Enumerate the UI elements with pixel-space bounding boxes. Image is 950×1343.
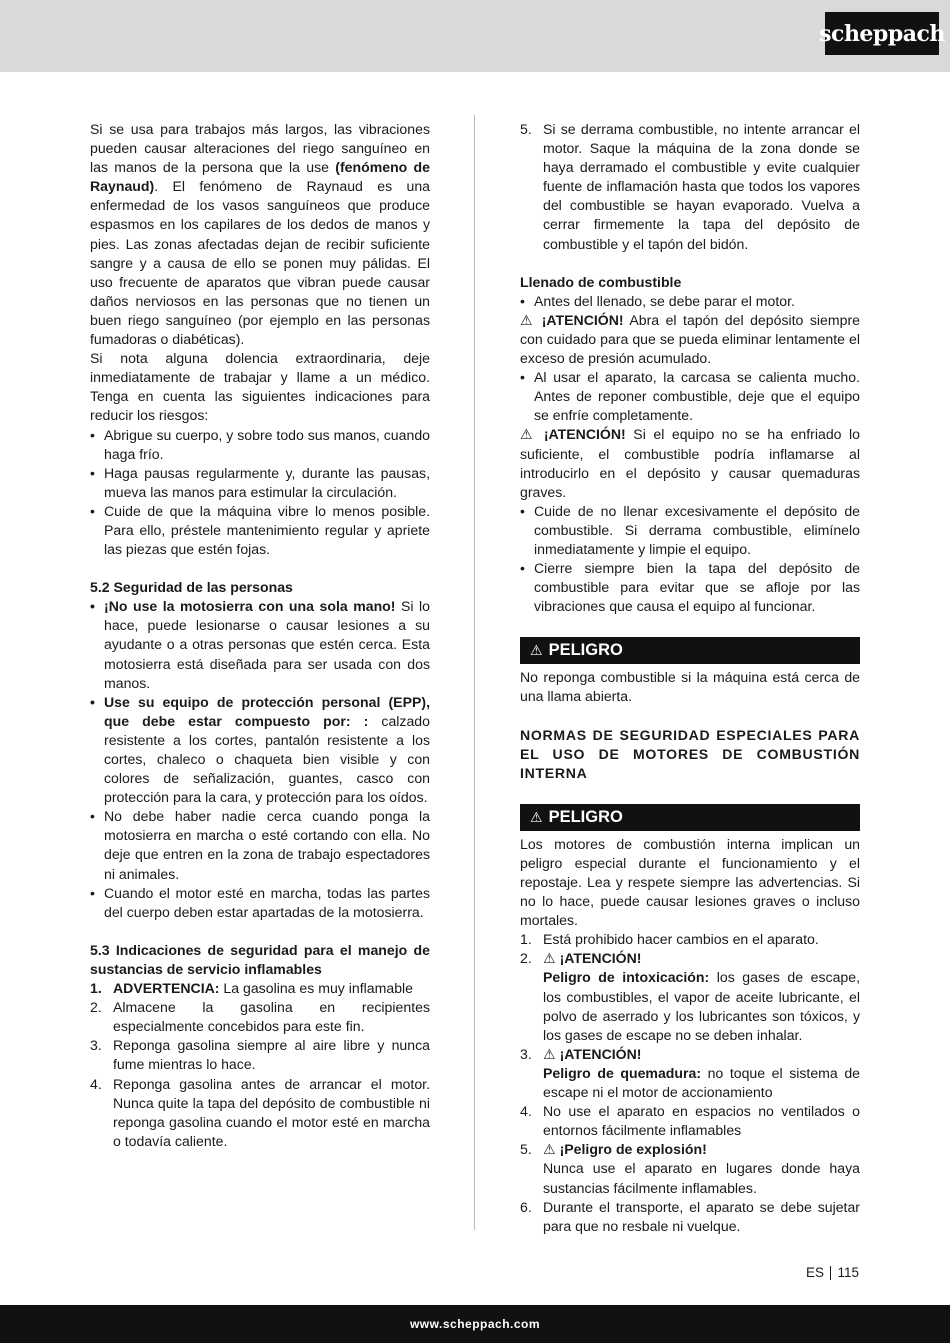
special-norms-heading: NORMAS DE SEGURIDAD ESPECIALES PARA EL USO DE MOTORES DE COMBUSTIÓN INTERNA [520, 726, 860, 781]
list-item: • Cuide de que la máquina vibre lo menos posible. Para ello, préstele mantenimiento regular y apriete las piezas que estén fojas. [90, 502, 430, 559]
warning-triangle-icon: ⚠ [543, 1141, 556, 1158]
section-heading-5-2: 5.2 Seguridad de las personas [90, 579, 293, 596]
bullet-icon: • [90, 808, 95, 825]
list-item: • Use su equipo de protección personal (EPP), que debe estar compuesto por: : calzado resistente a los cortes, pantalón resistente a los cortes, chaleco o chaqueta bien visible y con colores de señalización, guantes, casco con protección para la cara, y protección para los oídos. [90, 693, 430, 808]
list-item: 4. Reponga gasolina antes de arrancar el motor. Nunca quite la tapa del depósito de combustible ni reponga gasolina cuando el motor esté en marcha o todavía caliente. [90, 1075, 430, 1149]
danger-banner: ⚠ PELIGRO [520, 804, 860, 831]
bullet-icon: • [520, 560, 525, 577]
list-item: • Haga pausas regularmente y, durante las pausas, mueva las manos para estimular la circulación. [90, 464, 430, 502]
bullet-icon: • [520, 292, 525, 309]
warning-triangle-icon: ⚠ [530, 642, 543, 659]
list-item: 6. Durante el transporte, el aparato se debe sujetar para que no resbale ni vuelque. [520, 1198, 860, 1234]
list-item: • ¡No use la motosierra con una sola mano! Si lo hace, puede lesionarse o causar lesiones a su ayudante o a otras personas que estén cerca. Esta motosierra está diseñada para ser usada con dos manos. [90, 597, 430, 692]
list-item: 4. No use el aparato en espacios no ventilados o entornos fácilmente inflamables [520, 1103, 860, 1139]
list-item: 3. ⚠ ¡ATENCIÓN! Peligro de quemadura: no toque el sistema de escape ni el motor de accionamiento [520, 1045, 860, 1101]
list-item: • Al usar el aparato, la carcasa se calienta mucho. Antes de reponer combustible, deje que el equipo se enfríe completamente. [520, 368, 860, 425]
attention-note: ⚠ ¡ATENCIÓN! Abra el tapón del depósito siempre con cuidado para que se pueda eliminar lentamente el exceso de presión acumulado. [520, 311, 860, 367]
warning-triangle-icon: ⚠ [543, 1045, 556, 1062]
danger-banner: ⚠ PELIGRO [520, 637, 860, 664]
list-item: 5. ⚠ ¡Peligro de explosión! Nunca use el aparato en lugares donde haya sustancias fácilmente inflamables. [520, 1141, 860, 1196]
raynaud-paragraph: Si se usa para trabajos más largos, las vibraciones pueden causar alteraciones del riego sanguíneo en las manos de la persona que la use (fenómeno de Raynaud). El fenómeno de Raynaud es una enfermedad de los vasos sanguíneos que produce espasmos en los capilares de los dedos de manos y pies. Las zonas afectadas dejan de recibir suficiente sangre y a causa de ello se ponen muy pálidas. El uso frecuente de aparatos que vibran puede causar daños nerviosos en las personas que no tienen un buen riego sanguíneo (por ejemplo en las personas fumadoras o diabéticas). [90, 121, 430, 348]
section-heading-llenado: Llenado de combustible [520, 273, 682, 290]
list-item: 5. Si se derrama combustible, no intente arrancar el motor. Saque la máquina de la zona donde se haya derramado el combustible y evite cualquier fuente de inflamación hasta que todos los vapores del combustible se hayan evaporado. Vuelva a cerrar firmemente la tapa del depósito de combustible y el tapón del bidón. [520, 121, 860, 252]
bullet-icon: • [90, 426, 95, 443]
bullet-icon: • [90, 884, 95, 901]
scheppach-logo: scheppach [825, 12, 939, 55]
list-item: 2. ⚠ ¡ATENCIÓN! Peligro de intoxicación: los gases de escape, los combustibles, el vapor de aceite lubricante, el polvo de aserrado y los lubricantes son tóxicos, y los gases de escape no se deben inhalar. [520, 950, 861, 1043]
page-number: ES 115 [805, 1265, 859, 1280]
left-column [90, 120, 430, 1151]
warning-triangle-icon: ⚠ [543, 950, 556, 967]
bullet-icon: • [90, 693, 95, 710]
website-url[interactable]: www.scheppach.com [409, 1317, 541, 1331]
bullet-icon: • [90, 464, 95, 481]
list-item: • No debe haber nadie cerca cuando ponga la motosierra en marcha o esté cortando con ella. No deje que entren en la zona de trabajo espectadores ni animales. [90, 807, 430, 883]
list-item: • Cuando el motor esté en marcha, todas las partes del cuerpo deben estar apartadas de la motosierra. [90, 884, 430, 922]
list-item: • Antes del llenado, se debe parar el motor. [520, 292, 860, 311]
list-item: 1. ADVERTENCIA: La gasolina es muy inflamable [90, 980, 414, 997]
page-footer [0, 1305, 950, 1343]
bullet-icon: • [520, 369, 525, 386]
doctor-paragraph: Si nota alguna dolencia extraordinaria, deje inmediatamente de trabajar y llame a un médico. Tenga en cuenta las siguientes indicaciones para reducir los riesgos: [90, 350, 430, 424]
list-item: • Cuide de no llenar excesivamente el depósito de combustible. Si derrama combustible, elimínelo inmediatamente y limpie el equipo. [520, 502, 860, 559]
warning-triangle-icon: ⚠ [520, 311, 536, 328]
danger-text: Los motores de combustión interna implican un peligro especial durante el funcionamiento y el repostaje. Lea y respete siempre las advertencias. Si no lo hace, puede causar lesiones graves o incluso mortales. [520, 835, 860, 929]
list-item: • Abrigue su cuerpo, y sobre todo sus manos, cuando haga frío. [90, 426, 430, 464]
danger-text: No reponga combustible si la máquina está cerca de una llama abierta. [520, 669, 860, 705]
warning-triangle-icon: ⚠ [530, 808, 543, 825]
warning-triangle-icon: ⚠ [520, 426, 537, 443]
bullet-icon: • [90, 502, 95, 519]
section-heading-5-3: 5.3 Indicaciones de seguridad para el manejo de sustancias de servicio inflamables [90, 941, 430, 977]
page-header [0, 0, 950, 72]
right-column [520, 120, 860, 1236]
list-item: 3. Reponga gasolina siempre al aire libre y nunca fume mientras lo hace. [90, 1037, 430, 1073]
bullet-icon: • [90, 598, 95, 615]
attention-note: ⚠ ¡ATENCIÓN! Si el equipo no se ha enfriado lo suficiente, el combustible podría inflamarse al introducirlo en el depósito y causar quemaduras graves. [520, 426, 861, 500]
bullet-icon: • [520, 502, 525, 519]
list-item: • Cierre siempre bien la tapa del depósito de combustible para evitar que se afloje por las vibraciones que causa el equipo al funcionar. [520, 559, 860, 616]
list-item: 1. Está prohibido hacer cambios en el aparato. [520, 931, 819, 948]
list-item: 2. Almacene la gasolina en recipientes especialmente concebidos para este fin. [90, 999, 430, 1035]
column-divider [474, 115, 475, 1230]
